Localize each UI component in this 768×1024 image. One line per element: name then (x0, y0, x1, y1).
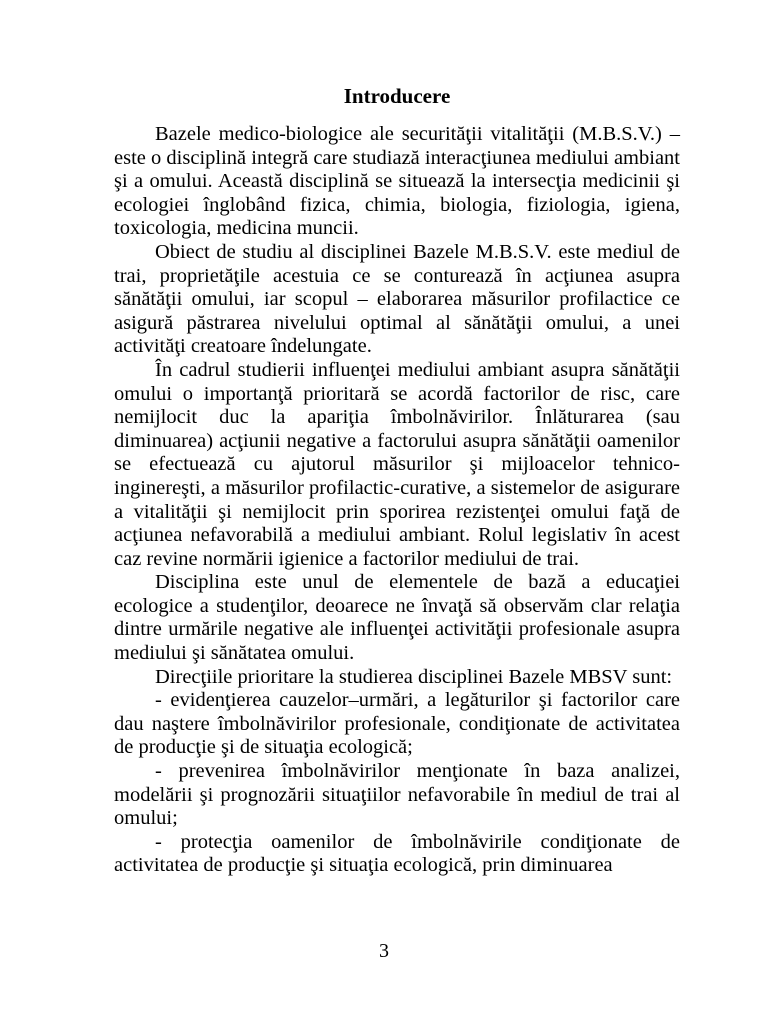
paragraph-object-of-study: Obiect de studiu al disciplinei Bazele M.B.S.V. este mediul de trai, proprietăţile acestuia ce se conturează în acţiunea asupra sănătăţii omului, iar scopul – elaborarea măsurilor profilactice ce asigură păstrarea nivelului optimal al sănătăţii omului, a unei activităţi creatoare îndelungate. (114, 240, 680, 358)
paragraph-intro-definition: Bazele medico-biologice ale securităţii vitalităţii (M.B.S.V.) – este o disciplină integră care studiază interacţiunea mediului ambiant şi a omului. Această disciplină se situează la intersecţia medicinii şi ecologiei înglobând fizica, chimia, biologia, fiziologia, igiena, toxicologia, medicina muncii. (114, 123, 680, 240)
list-item-causes: - evidenţierea cauzelor–urmări, a legăturilor şi factorilor care dau naştere îmbolnăvirilor profesionale, condiţionate de activitatea de producţie şi de situaţia ecologică; (114, 689, 680, 759)
list-item-prevention: - prevenirea îmbolnăvirilor menţionate în baza analizei, modelării şi prognozării situaţiilor nefavorabile în mediul de trai al omului; (114, 760, 680, 830)
page-title: Introducere (343, 84, 451, 108)
paragraph-priority-directions: Direcţiile prioritare la studierea disciplinei Bazele MBSV sunt: (155, 665, 673, 688)
paragraph-risk-factors: În cadrul studierii influenţei mediului ambiant asupra sănătăţii omului o importanţă prioritară se acordă factorilor de risc, care nemijlocit duc la apariţia îmbolnăvirilor. Înlăturarea (sau diminuarea) acţiunii negative a factorului asupra sănătăţii oamenilor se efectuează cu ajutorul măsurilor şi mijloacelor tehnico-inginereşti, a măsurilor profilactic-curative, a sistemelor de asigurare a vitalităţii şi nemijlocit prin sporirea rezistenţei omului faţă de acţiunea nefavorabilă a mediului ambiant. Rolul legislativ în acest caz revine normării igienice a factorilor mediului de trai. (114, 358, 680, 570)
page-number: 3 (379, 940, 389, 962)
paragraph-ecological-education: Disciplina este unul de elementele de bază a educaţiei ecologice a studenţilor, deoarece ne învaţă să observăm clar relaţia dintre urmările negative ale influenţei activităţii profesionale asupra mediului şi sănătatea omului. (114, 571, 680, 665)
list-item-protection: - protecţia oamenilor de îmbolnăvirile condiţionate de activitatea de producţie şi situaţia ecologică, prin diminuarea (114, 830, 680, 877)
document-page (114, 84, 680, 984)
